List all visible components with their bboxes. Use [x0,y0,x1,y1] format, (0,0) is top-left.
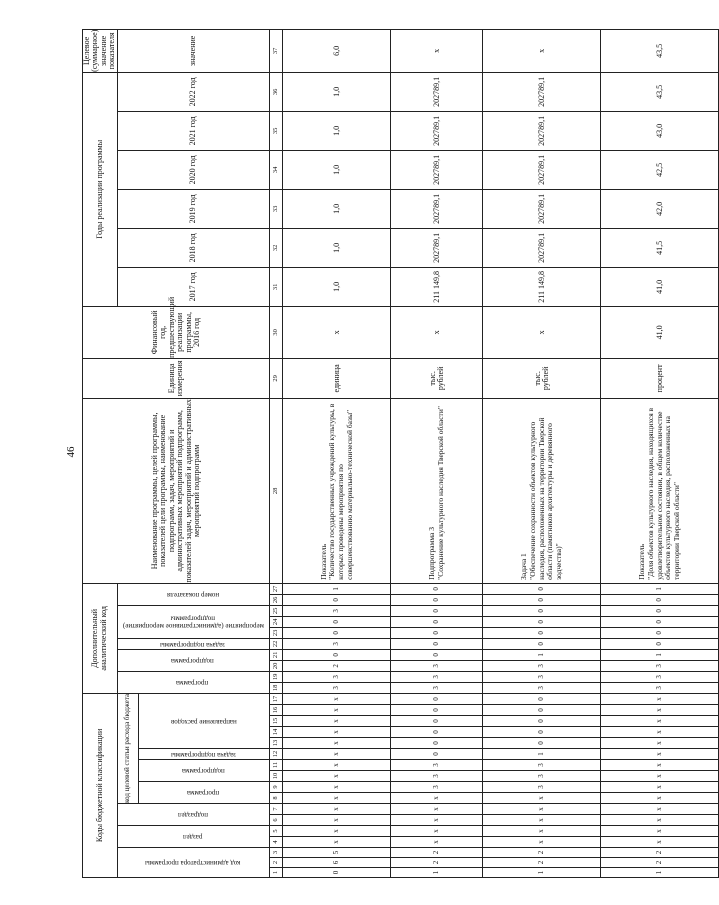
code-cell: 3 [483,660,601,671]
code-cell: х [391,837,483,848]
column-number-16: 16 [270,705,283,716]
year-value-cell: 202789,1 [391,111,483,150]
code-cell: 3 [283,682,391,693]
code-cell: 0 [391,616,483,627]
additional-code-header: Дополнительный аналитический код [83,583,118,693]
column-number-28: 28 [270,398,283,583]
year-value-cell: 1,0 [283,189,391,228]
code-cell: 1 [483,868,601,878]
code-cell: 3 [391,682,483,693]
column-number-12: 12 [270,749,283,760]
code-cell: х [283,693,391,704]
code-cell: х [391,815,483,826]
code-cell: 3 [601,660,719,671]
code-cell: 0 [391,594,483,605]
code-cell: 0 [391,638,483,649]
code-cell: 3 [283,638,391,649]
code-cell: 0 [601,594,719,605]
code-cell: 1 [483,749,601,760]
code-cell: х [283,738,391,749]
column-number-23: 23 [270,627,283,638]
add-program-header: программа [117,671,270,693]
code-cell: 0 [601,627,719,638]
target-value-cell: х [483,29,601,72]
code-cell: 5 [283,848,391,858]
column-number-25: 25 [270,605,283,616]
code-cell: 0 [283,649,391,660]
year-value-cell: 202789,1 [483,189,601,228]
code-cell: х [601,826,719,837]
admin-code-header: код администратора программы [117,848,270,878]
year-value-cell: 1,0 [283,267,391,306]
year-2018-header: 2018 год [117,228,270,267]
column-number-24: 24 [270,616,283,627]
year-value-cell: 1,0 [283,150,391,189]
code-cell: 1 [601,583,719,594]
code-cell: 2 [483,848,601,858]
code-cell: 0 [483,594,601,605]
code-cell: 0 [283,627,391,638]
code-cell: х [283,815,391,826]
code-cell: 0 [601,605,719,616]
year-value-cell: 42,0 [601,189,719,228]
code-cell: х [483,826,601,837]
column-number-27: 27 [270,583,283,594]
code-cell: 2 [601,858,719,868]
code-cell: х [601,738,719,749]
financial-year-header: Финансовый год, предшествующий реализации программы, 2016 год [83,306,270,358]
budget-codes-header: Коды бюджетной классификации [83,693,118,877]
target-value-cell: 6,0 [283,29,391,72]
financial-year-cell: х [283,306,391,358]
code-cell: 0 [391,738,483,749]
code-cell: 1 [391,868,483,878]
expense-direction-header: направление расходов [139,693,270,748]
table-row [391,29,483,877]
code-cell: х [283,749,391,760]
column-number-37: 37 [270,29,283,72]
year-value-cell: 202789,1 [391,228,483,267]
code-cell: 0 [283,868,391,878]
year-value-cell: 41,5 [601,228,719,267]
code-cell: 2 [391,858,483,868]
year-value-cell: 202789,1 [483,72,601,111]
column-number-2: 2 [270,858,283,868]
column-number-9: 9 [270,782,283,793]
code-cell: 0 [483,705,601,716]
unit-cell: тыс. рублей [483,358,601,398]
code-cell: х [601,782,719,793]
code-cell: 3 [283,605,391,616]
code-cell: х [601,705,719,716]
code-cell: х [601,716,719,727]
code-cell: х [483,804,601,815]
year-value-cell: 202789,1 [391,189,483,228]
target-value-header: Целевое (суммарное) значение показателя [82,29,117,72]
column-number-15: 15 [270,716,283,727]
year-value-cell: 202789,1 [391,72,483,111]
code-cell: х [283,705,391,716]
code-cell: х [283,837,391,848]
column-number-10: 10 [270,771,283,782]
year-value-cell: 1,0 [283,111,391,150]
code-cell: 2 [601,848,719,858]
column-number-31: 31 [270,267,283,306]
year-2017-header: 2017 год [117,267,270,306]
item-name-cell: Подпрограмма 3 "Сохранение культурного наследия Тверской области" [391,398,483,583]
code-cell: 3 [283,671,391,682]
code-cell: 0 [391,749,483,760]
code-cell: 0 [483,638,601,649]
code-cell: х [283,727,391,738]
unit-cell: тыс. рублей [391,358,483,398]
code-cell: х [483,837,601,848]
code-cell: х [601,693,719,704]
add-event-header: мероприятие (административное мероприятие) подпрограммы [117,605,270,638]
code-cell: 0 [483,716,601,727]
task-header: задача подпрограммы [139,749,270,760]
code-cell: 0 [391,705,483,716]
code-cell: 0 [283,616,391,627]
code-cell: х [483,815,601,826]
page-number: 46 [65,446,77,458]
code-cell: х [283,771,391,782]
code-cell: х [283,716,391,727]
subprogram-header: подпрограмма [139,760,270,782]
code-cell: 3 [391,660,483,671]
code-cell: х [283,782,391,793]
target-value-cell: х [391,29,483,72]
code-cell: 3 [601,671,719,682]
unit-cell: процент [601,358,719,398]
code-cell: 0 [391,716,483,727]
name-header: Наименование программы, целей программы, показателей цели программы, наименование подпрограмм, задач, мероприятий и административных мероприятий подпрограмм, показателей задач, мероприятий и административных мероприятий подпрограмм [83,398,270,583]
code-cell: 1 [601,868,719,878]
year-value-cell: 202789,1 [483,150,601,189]
code-cell: х [283,793,391,804]
item-name-cell: Задача 1 "Обеспечение сохранности объектов культурного наследия, расположенных на территории Тверской области (памятников архитектуры и деревянного зодчества)" [483,398,601,583]
column-number-17: 17 [270,693,283,704]
column-number-35: 35 [270,111,283,150]
column-number-19: 19 [270,671,283,682]
code-cell: 2 [283,660,391,671]
financial-year-cell: 41,0 [601,306,719,358]
value-header: значение [117,29,270,72]
code-cell: 0 [283,594,391,605]
column-number-6: 6 [270,815,283,826]
code-cell: 3 [391,671,483,682]
code-cell: 6 [283,858,391,868]
year-2019-header: 2019 год [117,189,270,228]
year-value-cell: 42,5 [601,150,719,189]
code-cell: 0 [601,616,719,627]
code-cell: 0 [391,583,483,594]
add-indicator-header: номер показателя [117,583,270,605]
year-2020-header: 2020 год [117,150,270,189]
year-value-cell: 202789,1 [391,150,483,189]
code-cell: 0 [483,727,601,738]
code-cell: 3 [391,760,483,771]
item-name-cell: Показатель "Количество государственных учреждений культуры, в которых проведены мероприятия по совершенствованию материально-технической базы" [283,398,391,583]
code-cell: 1 [601,649,719,660]
financial-year-cell: х [483,306,601,358]
code-cell: 0 [483,616,601,627]
add-task-header: задача подпрограммы [117,638,270,649]
column-number-21: 21 [270,649,283,660]
column-number-34: 34 [270,150,283,189]
column-number-29: 29 [270,358,283,398]
code-cell: х [391,804,483,815]
code-cell: 3 [483,782,601,793]
column-numbers-row [270,29,283,877]
column-number-30: 30 [270,306,283,358]
year-value-cell: 211 149,8 [483,267,601,306]
code-cell: 3 [391,771,483,782]
item-name-cell: Показатель "Доля объектов культурного наследия, находящихся в удовлетворительном состоянии, в общем количестве объектов культурного наследия, расположенных на территории Тверской области" [601,398,719,583]
code-cell: 0 [483,627,601,638]
column-number-33: 33 [270,189,283,228]
year-2021-header: 2021 год [117,111,270,150]
year-2022-header: 2022 год [117,72,270,111]
code-cell: 2 [483,858,601,868]
code-cell: 0 [391,605,483,616]
code-cell: 0 [391,693,483,704]
code-cell: 0 [391,627,483,638]
target-value-cell: 43,5 [601,29,719,72]
subsection-header: подраздел [117,804,270,826]
code-cell: 3 [483,682,601,693]
column-number-3: 3 [270,848,283,858]
section-header: раздел [117,826,270,848]
code-cell: х [601,727,719,738]
table-row [483,29,601,877]
column-number-26: 26 [270,594,283,605]
column-number-11: 11 [270,760,283,771]
column-number-18: 18 [270,682,283,693]
years-header: Годы реализации программы [83,72,118,306]
year-value-cell: 1,0 [283,228,391,267]
column-number-20: 20 [270,660,283,671]
code-cell: х [283,760,391,771]
code-cell: х [601,760,719,771]
column-number-7: 7 [270,804,283,815]
code-cell: 0 [483,583,601,594]
unit-header: Единица измерения [83,358,270,398]
code-cell: х [601,815,719,826]
rotated-table-area [82,29,681,878]
program-header: программа [139,782,270,804]
year-value-cell: 211 149,8 [391,267,483,306]
code-cell: х [601,837,719,848]
year-value-cell: 202789,1 [483,111,601,150]
column-number-22: 22 [270,638,283,649]
code-cell: 1 [283,583,391,594]
code-cell: 1 [483,649,601,660]
year-value-cell: 43,0 [601,111,719,150]
code-cell: 3 [483,671,601,682]
code-cell: 0 [483,693,601,704]
code-cell: 3 [483,760,601,771]
code-cell: х [483,793,601,804]
code-cell: х [391,793,483,804]
table-row [601,29,719,877]
code-cell: 3 [601,682,719,693]
table-rotation-wrapper [82,29,681,878]
unit-cell: единица [283,358,391,398]
year-value-cell: 41,0 [601,267,719,306]
add-subprogram-header: подпрограмма [117,649,270,671]
table-row [283,29,391,877]
code-cell: х [601,749,719,760]
code-cell: 0 [391,727,483,738]
program-table [82,29,719,878]
code-cell: 0 [483,738,601,749]
code-cell: 0 [601,638,719,649]
year-value-cell: 202789,1 [483,228,601,267]
column-number-4: 4 [270,837,283,848]
column-number-13: 13 [270,738,283,749]
column-number-14: 14 [270,727,283,738]
code-cell: 0 [391,649,483,660]
code-cell: х [601,771,719,782]
column-number-1: 1 [270,868,283,878]
year-value-cell: 1,0 [283,72,391,111]
code-cell: х [601,804,719,815]
target-article-header: код целевой статьи расхода бюджета [117,693,139,803]
year-value-cell: 43,5 [601,72,719,111]
financial-year-cell: х [391,306,483,358]
column-number-32: 32 [270,228,283,267]
code-cell: х [391,826,483,837]
column-number-5: 5 [270,826,283,837]
code-cell: 2 [391,848,483,858]
code-cell: х [283,804,391,815]
code-cell: 0 [483,605,601,616]
code-cell: х [283,826,391,837]
code-cell: 3 [483,771,601,782]
column-number-8: 8 [270,793,283,804]
header-row-1 [83,29,118,877]
column-number-36: 36 [270,72,283,111]
code-cell: х [601,793,719,804]
code-cell: 3 [391,782,483,793]
